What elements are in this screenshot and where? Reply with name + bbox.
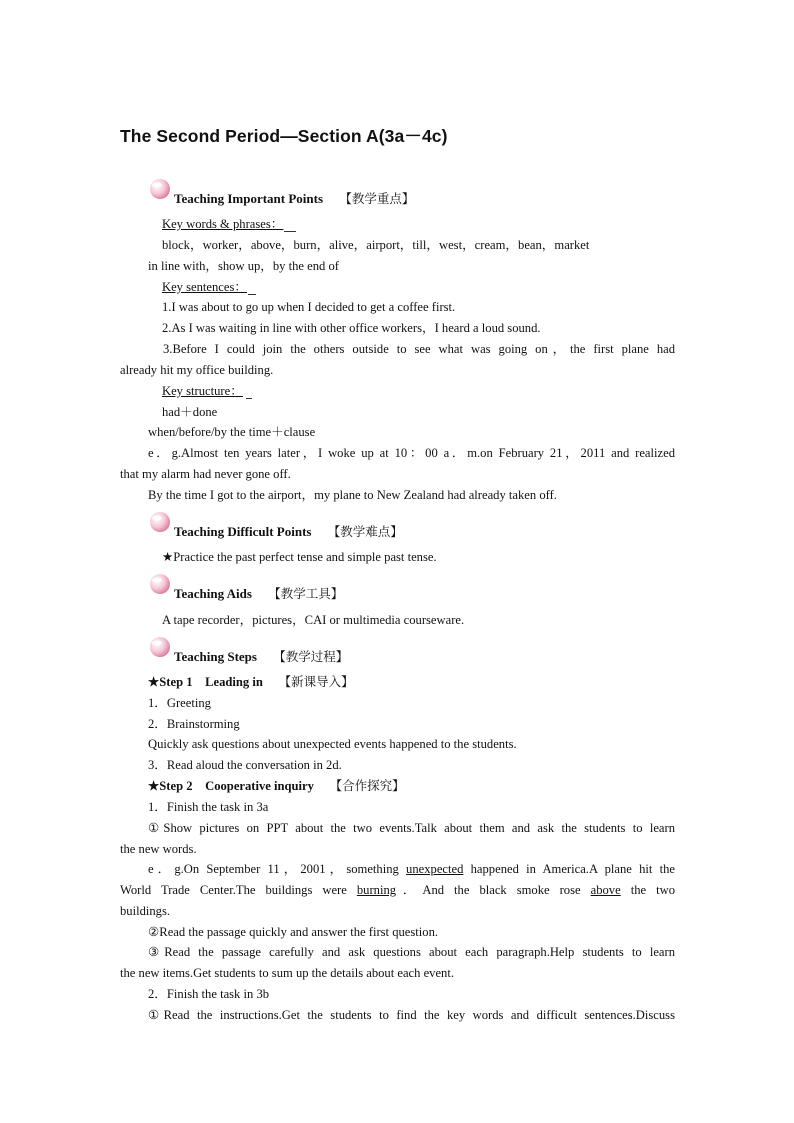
step-2-item-1a-line1: ①Show pictures on PPT about the two events.Talk about them and ask the students to learn (148, 821, 675, 835)
key-structure-2: when/before/by the time＋clause (148, 425, 316, 439)
example-sentence-line2: World Trade Center.The buildings were burning．And the black smoke rose above the two (120, 883, 675, 897)
step-2-item-1: 1．Finish the task in 3a (148, 800, 269, 814)
pink-ball-icon (148, 510, 172, 534)
step-1-item-2: 2．Brainstorming (148, 717, 240, 731)
example-sentence-line1: e．g.On September 11，2001，something unexpected happened in America.A plane hit the (148, 862, 675, 876)
example-sentence-line3: buildings. (120, 904, 171, 918)
step-2-item-1c-line1: ③Read the passage carefully and ask questions about each paragraph.Help students to learn (148, 945, 675, 959)
section-heading: Teaching Difficult Points 【教学难点】 (174, 524, 403, 539)
pink-ball-icon (148, 635, 172, 659)
key-structure-label: Key structure： (162, 384, 243, 398)
key-words-line2: in line with，show up，by the end of (148, 259, 339, 273)
key-sentences-label: Key sentences： (162, 280, 247, 294)
step-2-item-1a-line2: the new words. (120, 842, 197, 856)
step-2-item-1b: ②Read the passage quickly and answer the first question. (148, 925, 439, 939)
difficult-item: ★Practice the past perfect tense and simple past tense. (162, 550, 437, 564)
example-1b: that my alarm had never gone off. (120, 467, 291, 481)
step-1-item-1: 1．Greeting (148, 696, 211, 710)
example-1a: e．g.Almost ten years later，I woke up at 10：00 a．m.on February 21，2011 and realized (148, 446, 675, 460)
pink-ball-icon (148, 572, 172, 596)
key-sentence-3a: 3.Before I could join the others outside to see what was going on，the first plane had (163, 342, 675, 356)
key-structure-1: had＋done (162, 405, 218, 419)
key-sentence-1: 1.I was about to go up when I decided to get a coffee first. (162, 300, 456, 314)
step-1-item-3: 3．Read aloud the conversation in 2d. (148, 758, 342, 772)
section-heading: Teaching Important Points 【教学重点】 (174, 191, 415, 206)
section-heading: Teaching Steps 【教学过程】 (174, 649, 349, 664)
step-1-heading: ★Step 1 Leading in 【新课导入】 (148, 674, 354, 689)
key-sentence-2: 2.As I was waiting in line with other office workers，I heard a loud sound. (162, 321, 541, 335)
step-2-item-2: 2．Finish the task in 3b (148, 987, 270, 1001)
page-title: The Second Period—Section A(3a－4c) (120, 126, 448, 146)
key-sentence-3b: already hit my office building. (120, 363, 274, 377)
step-1-item-2a: Quickly ask questions about unexpected events happened to the students. (148, 737, 517, 751)
key-words-label: Key words & phrases： (162, 217, 284, 231)
step-2-heading: ★Step 2 Cooperative inquiry 【合作探究】 (148, 778, 405, 793)
key-words-line1: block，worker，above，burn，alive，airport，till，west，cream，bean，market (162, 238, 590, 252)
example-2: By the time I got to the airport，my plane to New Zealand had already taken off. (148, 488, 557, 502)
aids-item: A tape recorder，pictures，CAI or multimedia courseware. (162, 613, 465, 627)
pink-ball-icon (148, 177, 172, 201)
section-heading: Teaching Aids 【教学工具】 (174, 586, 344, 601)
step-2-item-2a: ①Read the instructions.Get the students to find the key words and difficult sentences.Discuss (148, 1008, 675, 1022)
step-2-item-1c-line2: the new items.Get students to sum up the details about each event. (120, 966, 455, 980)
